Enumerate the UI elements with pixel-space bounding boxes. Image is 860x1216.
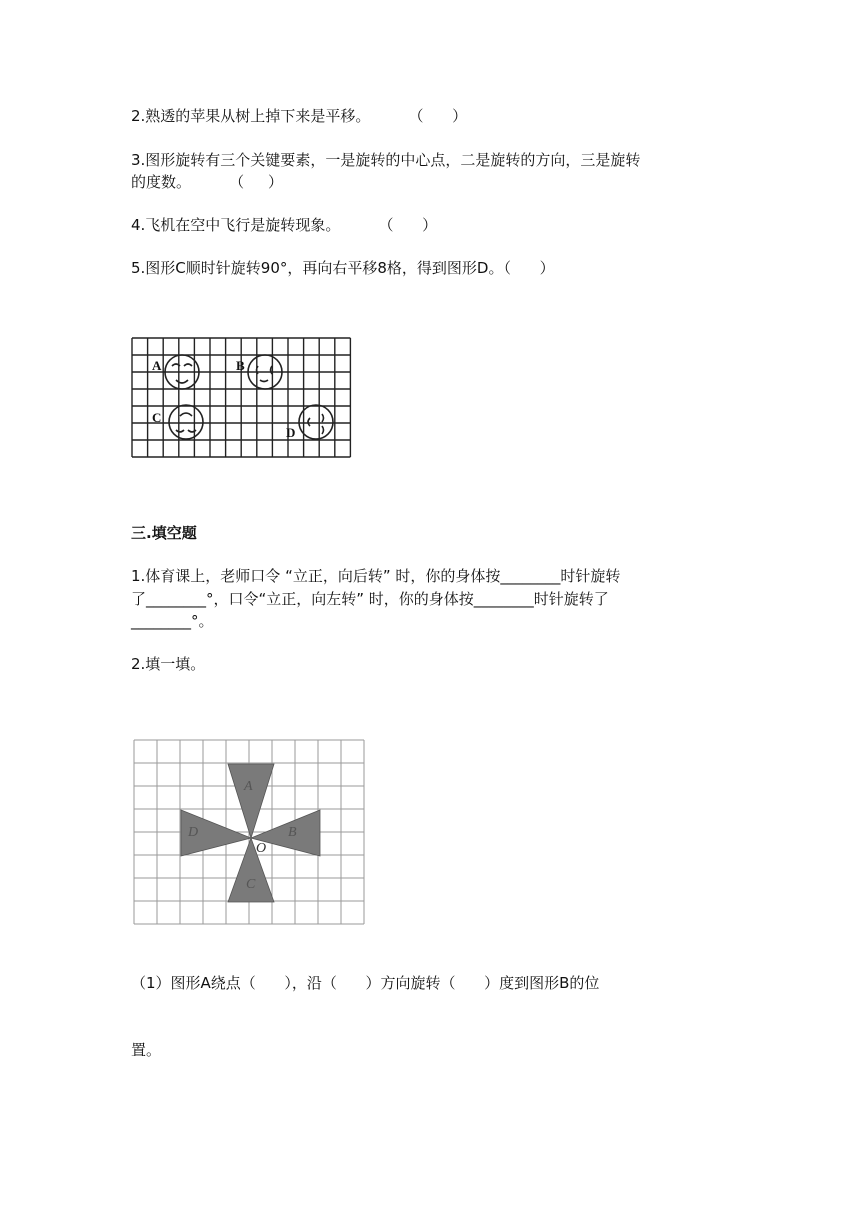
label-a: A xyxy=(244,779,253,794)
question-2: 2.熟透的苹果从树上掉下来是平移。 （ ） xyxy=(131,107,468,125)
triangle-a xyxy=(228,764,274,838)
label-b: B xyxy=(288,825,297,840)
fill-question-1-line-2: 了________°，口令“立正，向左转” 时，你的身体按________时针旋转了 xyxy=(131,590,609,608)
label-o: O xyxy=(256,841,267,856)
fill-subquestion-1-line-2: 置。 xyxy=(131,1041,162,1059)
fill-subquestion-1-line-1: （1）图形A绕点（ ），沿（ ）方向旋转（ ）度到图形B的位 xyxy=(131,974,600,992)
rotation-grid-figure xyxy=(130,336,356,462)
fill-question-1-line-3: ________°。 xyxy=(131,612,214,630)
face-c xyxy=(169,405,203,439)
label-a: A xyxy=(152,358,162,373)
triangle-c xyxy=(228,838,274,902)
label-b: B xyxy=(236,358,245,373)
question-3-line-1: 3.图形旋转有三个关键要素，一是旋转的中心点，二是旋转的方向，三是旋转 xyxy=(131,151,641,169)
fill-question-2: 2.填一填。 xyxy=(131,655,206,673)
label-d: D xyxy=(188,825,199,840)
question-3-line-2: 的度数。 （ ） xyxy=(131,173,283,191)
question-4: 4.飞机在空中飞行是旋转现象。 （ ） xyxy=(131,216,438,234)
section-heading: 三.填空题 xyxy=(131,524,197,542)
label-d: D xyxy=(286,425,296,440)
label-c: C xyxy=(246,877,256,892)
label-c: C xyxy=(152,410,162,425)
pinwheel-grid-figure xyxy=(132,738,366,926)
question-5: 5.图形C顺时针旋转90°，再向右平移8格，得到图形D。（ ） xyxy=(131,259,555,277)
fill-question-1-line-1: 1.体育课上，老师口令 “立正，向后转” 时，你的身体按________时针旋转 xyxy=(131,567,621,585)
